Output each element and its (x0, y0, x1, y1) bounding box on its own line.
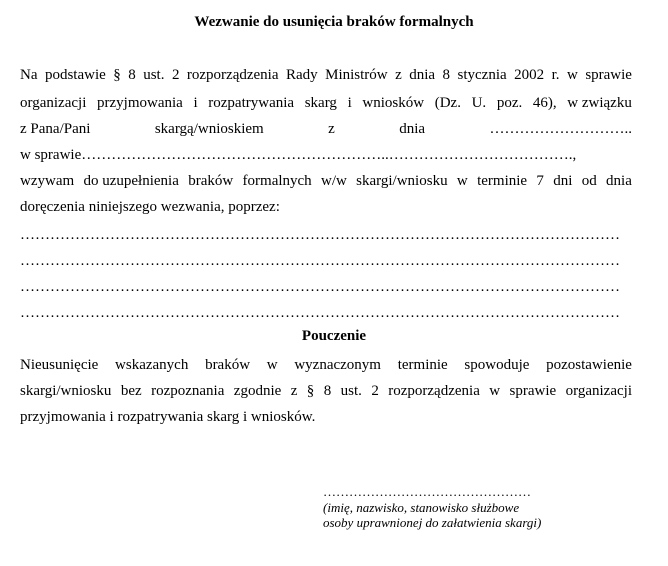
word: rozporządzenia (186, 67, 279, 83)
word: podstawie (44, 67, 106, 83)
word: 2 (371, 383, 379, 399)
word: ust. (143, 67, 165, 83)
word: sprawie (509, 383, 557, 399)
word: z (395, 67, 402, 83)
word: sprawie (585, 67, 632, 83)
word: ust. (340, 383, 362, 399)
word: wskazanych (115, 357, 189, 373)
word: skargą/wnioskiem (154, 121, 264, 137)
body-line-5 (20, 172, 632, 190)
word: § (306, 383, 315, 399)
body-line-2 (20, 94, 632, 112)
word: organizacji (565, 383, 632, 399)
word: i (347, 95, 352, 111)
word: 46), (532, 95, 557, 111)
word: U. (471, 95, 487, 111)
word: 8 (442, 67, 451, 83)
word: w (456, 173, 468, 189)
dotted-line: ………………………………………………………………………………………………………… (20, 279, 620, 295)
word: 7 (536, 173, 544, 189)
dotted-line: ………………………………………………………………………………………………………… (20, 253, 620, 269)
word: 8 (323, 383, 332, 399)
word: dnia (606, 173, 632, 189)
word: (Dz. (434, 95, 461, 111)
word: z (328, 121, 335, 137)
body-line-4: w sprawie……………………………………………………..………………………………., (20, 147, 577, 163)
word: 2002 (514, 67, 545, 83)
word: braków (188, 173, 234, 189)
word: terminie (477, 173, 528, 189)
word: dni (553, 173, 573, 189)
notice-title: Pouczenie (301, 328, 367, 344)
word: pozostawienie (546, 357, 632, 373)
word: wyznaczonym (294, 357, 381, 373)
word: wniosków (362, 95, 425, 111)
body-line-1 (20, 66, 632, 84)
word: wzywam (20, 173, 75, 189)
word: dnia (399, 121, 426, 137)
word: w (567, 67, 578, 83)
word: rozporządzenia (388, 383, 480, 399)
word: terminie (397, 357, 448, 373)
word: w/w (321, 173, 347, 189)
word: z (290, 383, 298, 399)
word: spowoduje (464, 357, 530, 373)
word: od (581, 173, 597, 189)
word: i (193, 95, 198, 111)
word: skarg (304, 95, 337, 111)
word: skargi/wniosku (20, 383, 112, 399)
word: bez (120, 383, 142, 399)
body-line-3 (20, 120, 632, 138)
dotted-line: ………………………………………………………………………………………………………… (20, 305, 620, 321)
word: do uzupełnienia (83, 173, 179, 189)
word: Ministrów (325, 67, 388, 83)
word: skargi/wniosku (356, 173, 448, 189)
signature-caption-line-1: (imię, nazwisko, stanowisko służbowe (323, 500, 520, 515)
word: w (266, 357, 278, 373)
word: z Pana/Pani (20, 121, 91, 137)
word: 8 (128, 67, 136, 83)
word: zgodnie (233, 383, 282, 399)
word: § (113, 67, 121, 83)
word: organizacji (20, 95, 87, 111)
notice-line-3: przyjmowania i rozpatrywania skarg i wniosków. (20, 409, 316, 425)
word: r. (551, 67, 560, 83)
word: rozpatrywania (208, 95, 295, 111)
word: dnia (409, 67, 436, 83)
body-line-6: doręczenia niniejszego wezwania, poprzez: (20, 199, 280, 215)
word: w związku (567, 95, 632, 111)
notice-line-2 (20, 382, 632, 400)
word: w (489, 383, 501, 399)
word: Na (20, 67, 38, 83)
word: ……………………….. (489, 121, 632, 137)
document-title: Wezwanie do usunięcia braków formalnych (194, 14, 474, 30)
word: przyjmowania (97, 95, 183, 111)
signature-caption-line-2: osoby uprawnionej do załatwienia skargi) (323, 515, 542, 530)
notice-line-1 (20, 356, 632, 374)
word: 2 (171, 67, 180, 83)
word: braków (205, 357, 251, 373)
word: formalnych (242, 173, 312, 189)
signature-dots: ………………………………………… (323, 484, 531, 499)
word: poz. (496, 95, 523, 111)
word: rozpoznania (151, 383, 225, 399)
dotted-line: ………………………………………………………………………………………………………… (20, 227, 620, 243)
word: Nieusunięcie (20, 357, 99, 373)
word: Rady (285, 67, 318, 83)
word: stycznia (457, 67, 507, 83)
